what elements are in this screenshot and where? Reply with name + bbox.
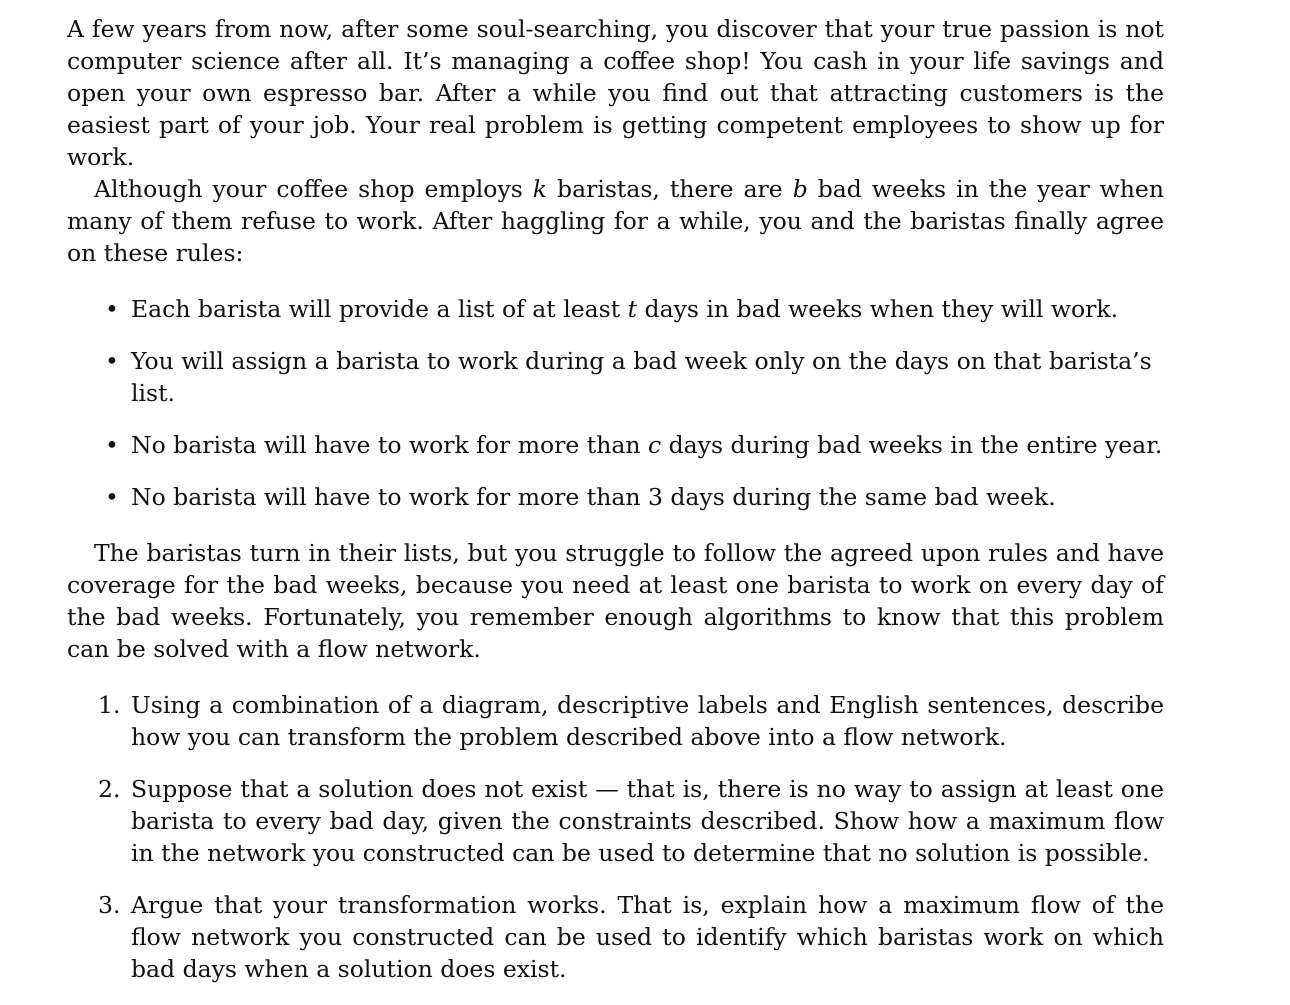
rule-item [67,345,1164,409]
constraints-text-c: bad weeks in the year when many of them refuse to work. After haggling for a while, you and the baristas finally agree on these rules: [67,175,1164,267]
rule-text: No barista will have to work for more than 3 days during the same bad week. [131,483,1056,511]
bullet-marker: • [105,295,119,323]
intro-paragraph: A few years from now, after some soul-searching, you discover that your true passion is not computer science after all. It’s managing a coffee shop! You cash in your life savings and open your own espresso bar. After a while you find out that attracting customers is the easiest part of your job. Your real problem is getting competent employees to show up for work. [67,15,1164,171]
bullet-marker: • [105,431,119,459]
questions-list [67,689,1164,985]
constraints-paragraph [67,173,1164,269]
question-number: 3. [98,891,121,919]
question-number: 1. [98,691,121,719]
rule-text: No barista will have to work for more than [131,431,648,459]
followup-paragraph: The baristas turn in their lists, but you struggle to follow the agreed upon rules and have coverage for the bad weeks, because you need at least one barista to work on every day of the bad weeks. Fortunately, you remember enough algorithms to know that this problem can be solved with a flow network. [67,539,1164,663]
question-number: 2. [98,775,121,803]
question-text: Suppose that a solution does not exist — that is, there is no way to assign at least one barista to every bad day, given the constraints described. Show how a maximum flow in the network you constructed can be used to determine that no solution is possible. [131,775,1164,867]
rule-text: You will assign a barista to work during a bad week only on the days on that barista’s list. [131,347,1152,407]
question-text: Using a combination of a diagram, descriptive labels and English sentences, describe how you can transform the problem described above into a flow network. [131,691,1164,751]
rule-item [67,481,1164,513]
var-c: c [647,431,662,459]
rule-item [67,429,1164,461]
problem-document [67,13,1164,1005]
constraints-text-a: Although your coffee shop employs [94,175,533,203]
rule-text: days in bad weeks when they will work. [637,295,1119,323]
rule-text: Each barista will provide a list of at least [131,295,628,323]
var-b: b [792,175,808,203]
question-text: Argue that your transformation works. That is, explain how a maximum flow of the flow network you constructed can be used to identify which baristas work on which bad days when a solution does exist. [131,891,1164,983]
rules-list [67,293,1164,513]
bullet-marker: • [105,483,119,511]
var-k: k [532,175,548,203]
rule-text: days during bad weeks in the entire year. [661,431,1163,459]
var-t: t [627,295,638,323]
rule-item [67,293,1164,325]
question-item [67,773,1164,869]
question-item [67,889,1164,985]
constraints-text-b: baristas, there are [547,175,793,203]
question-item [67,689,1164,753]
bullet-marker: • [105,347,119,375]
